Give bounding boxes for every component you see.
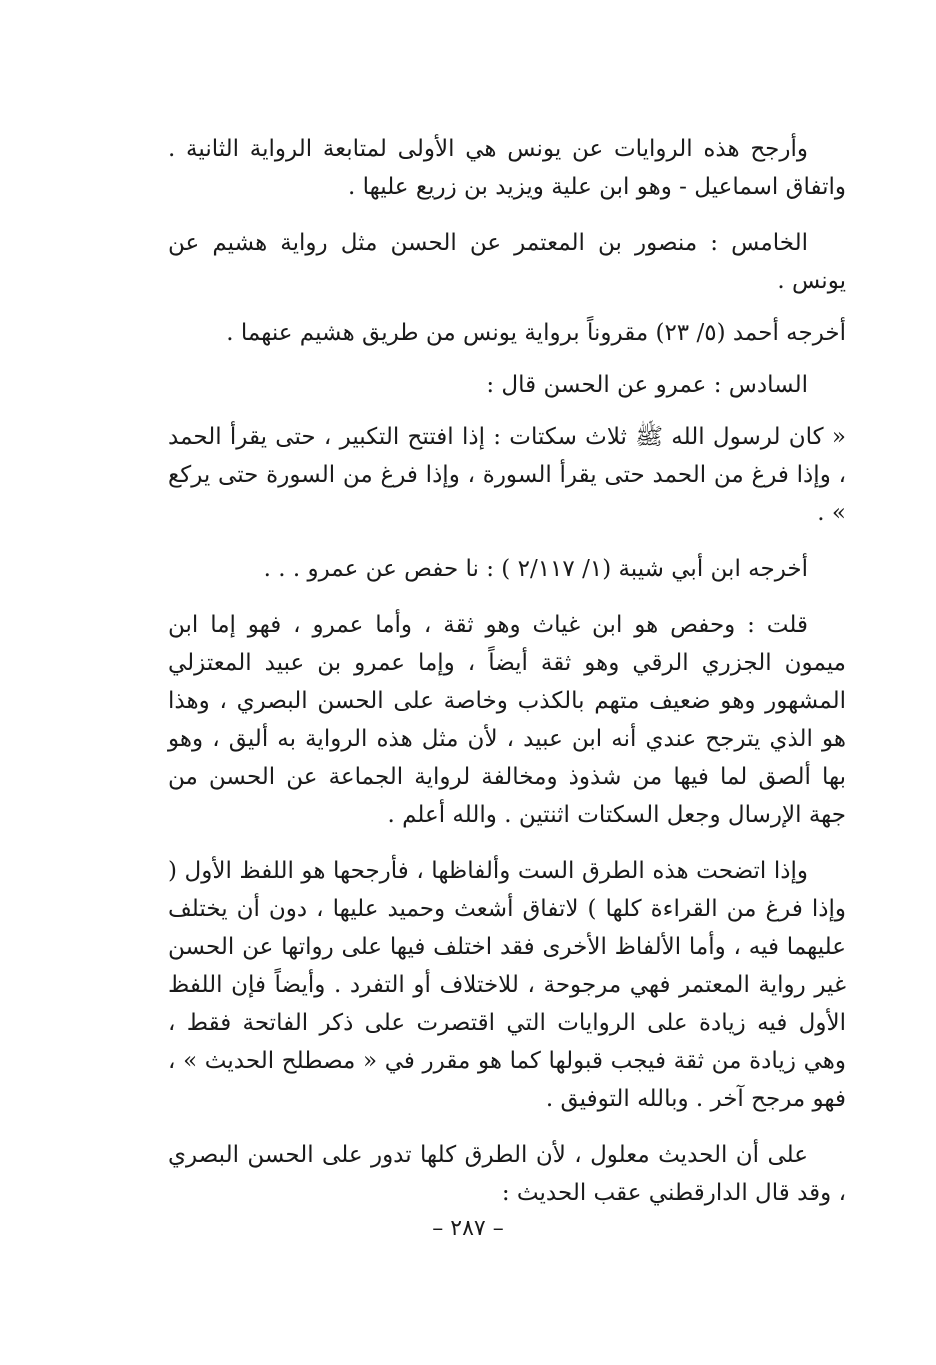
paragraph-ahmad-source: أخرجه أحمد (٥/ ٢٣) مقروناً برواية يونس من طريق هشيم عنهما . [226, 320, 846, 346]
paragraph-sixth-chain: السادس : عمرو عن الحسن قال : [486, 372, 808, 398]
paragraph-ibn-abi-shayba-source: أخرجه ابن أبي شيبة (١/ ٢/١١٧ ) : نا حفص عن عمرو . . . [263, 556, 808, 582]
page-body [168, 130, 846, 1230]
paragraph-preferred-narration: وأرجح هذه الروايات عن يونس هي الأولى لمتابعة الرواية الثانية . واتفاق اسماعيل - وهو ابن علية ويزيد بن زريع عليها . [168, 136, 846, 200]
page-number: – ٢٨٧ – [432, 1216, 504, 1241]
paragraph-commentary-hafs-amr: قلت : وحفص هو ابن غياث وهو ثقة ، وأما عمرو ، فهو إما ابن ميمون الجزري الرقي وهو ثقة أيضاً ، وإما عمرو بن عبيد المعتزلي المشهور وهو ضعيف متهم بالكذب وخاصة على الحسن البصري ، وهذا هو الذي يترجح عندي أنه ابن عبيد ، لأن مثل هذه الرواية به أليق ، وهو بها ألصق لما فيها من شذوذ ومخالفة لرواية الجماعة عن الحسن من جهة الإرسال وجعل السكتات اثنتين . والله أعلم . [168, 612, 846, 828]
paragraph-defect-note: على أن الحديث معلول ، لأن الطرق كلها تدور على الحسن البصري ، وقد قال الدارقطني عقب الحديث : [168, 1142, 846, 1206]
paragraph-preferred-wording: وإذا اتضحت هذه الطرق الست وألفاظها ، فأرجحها هو اللفظ الأول ( وإذا فرغ من القراءة كلها ) لاتفاق أشعث وحميد عليها ، دون أن يختلف عليهما فيه ، وأما الألفاظ الأخرى فقد اختلف فيها على رواتها عن الحسن غير رواية المعتمر فهي مرجوحة ، للاختلاف أو التفرد . وأيضاً فإن اللفظ الأول فيه زيادة على الروايات التي اقتصرت على ذكر الفاتحة فقط ، وهي زيادة من ثقة فيجب قبولها كما هو مقرر في « مصطلح الحديث » ، فهو مرجح آخر . وبالله التوفيق . [168, 858, 846, 1112]
paragraph-hadith-quote: « كان لرسول الله ﷺ ثلاث سكتات : إذا افتتح التكبير ، حتى يقرأ الحمد ، وإذا فرغ من الحمد حتى يقرأ السورة ، وإذا فرغ من السورة حتى يركع » . [168, 424, 846, 526]
paragraph-fifth-chain: الخامس : منصور بن المعتمر عن الحسن مثل رواية هشيم عن يونس . [168, 230, 846, 294]
